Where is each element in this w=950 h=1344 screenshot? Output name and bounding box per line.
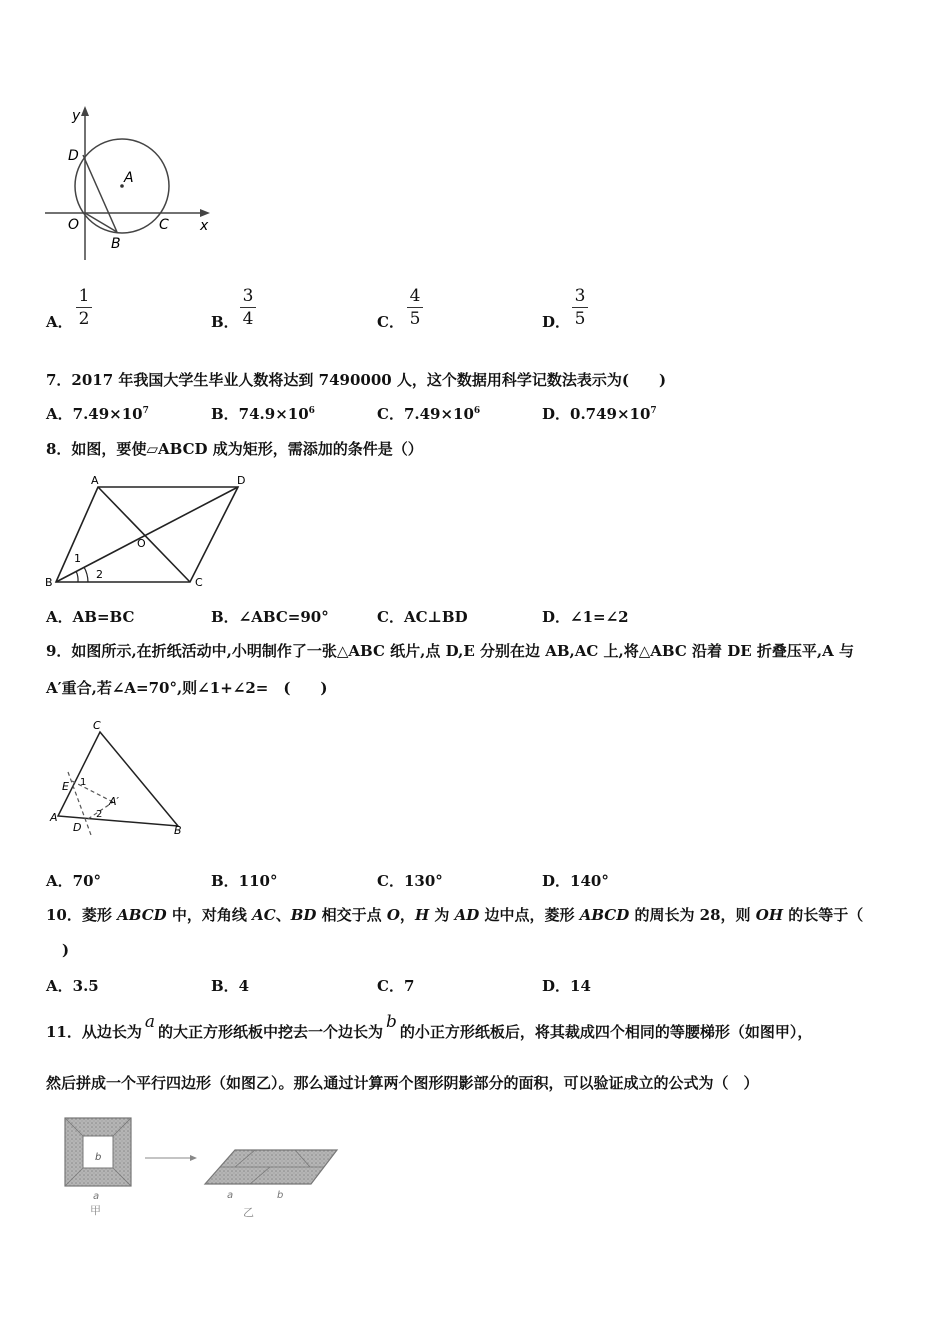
q10-option-d[interactable]: D．14	[542, 977, 591, 995]
denominator: 4	[242, 309, 254, 329]
numerator: 3	[242, 286, 254, 306]
var-AD: AD	[454, 906, 480, 924]
label-b: b	[95, 1152, 102, 1163]
label-C: C	[159, 217, 169, 233]
var-ABCD: ABCD	[117, 906, 167, 924]
exponent: 7	[650, 406, 657, 416]
q9-option-b[interactable]: B．110°	[211, 872, 278, 890]
circle-figure	[40, 100, 230, 270]
denominator: 5	[409, 309, 421, 329]
label-a: a	[93, 1191, 100, 1202]
q10-text: 相交于点	[316, 906, 387, 924]
option-letter: B．	[211, 313, 239, 331]
label-a2: a	[227, 1190, 234, 1201]
exponent: 7	[142, 406, 149, 416]
var-b: b	[386, 1012, 397, 1032]
q10-option-a[interactable]: A．3.5	[46, 977, 99, 995]
label-O: O	[68, 217, 80, 233]
label-A: A	[124, 170, 134, 186]
option-label: D．0.749×10	[542, 405, 651, 423]
fraction	[405, 286, 425, 329]
arrow-head	[190, 1155, 197, 1161]
label-C: C	[93, 719, 101, 732]
y-axis-arrow	[81, 106, 89, 116]
q9-line2: A′重合,若∠A=70°,则∠1+∠2= ( )	[46, 679, 328, 697]
q11-text: 11．从边长为	[46, 1023, 142, 1041]
fraction	[74, 286, 94, 329]
q10-text: 的周长为 28，则	[629, 906, 756, 924]
q9-option-c[interactable]: C．130°	[377, 872, 443, 890]
q7-option-a[interactable]	[46, 403, 149, 424]
label-yi: 乙	[243, 1206, 254, 1219]
label-angle-2: 2	[96, 568, 103, 581]
label-y: y	[72, 108, 81, 124]
var-OH: OH	[755, 906, 784, 924]
option-letter: C．	[377, 313, 404, 331]
q8-option-a[interactable]: A．AB=BC	[46, 608, 135, 626]
denominator: 5	[574, 309, 586, 329]
numerator: 4	[409, 286, 421, 306]
parallelogram-figure	[40, 470, 260, 595]
option-letter: D．	[542, 313, 571, 331]
q10-options	[46, 975, 906, 997]
fold-triangle-figure	[45, 715, 195, 840]
label-D: D	[237, 474, 246, 487]
q11-line2: 然后拼成一个平行四边形（如图乙）。那么通过计算两个图形阴影部分的面积，可以验证成立的公式为（ ）	[46, 1074, 759, 1092]
q6-options	[46, 286, 906, 334]
q10-text: 的长等于（	[783, 906, 864, 924]
label-D: D	[68, 148, 79, 164]
angle-arc-2	[84, 567, 88, 582]
exponent: 6	[308, 406, 315, 416]
q8-option-b[interactable]: B．∠ABC=90°	[211, 608, 329, 626]
option-label: A．7.49×10	[46, 405, 143, 423]
q8-options	[46, 606, 906, 628]
label-E: E	[62, 780, 69, 793]
q10-text: 边中点，菱形	[479, 906, 580, 924]
option-label: B．74.9×10	[211, 405, 309, 423]
label-A: A	[91, 474, 99, 487]
option-letter: A．	[46, 313, 73, 331]
numerator: 1	[78, 286, 90, 306]
q7-option-b[interactable]	[211, 403, 315, 424]
q10-text: ，	[399, 906, 415, 924]
var-O: O	[386, 906, 400, 924]
q7-option-d[interactable]	[542, 403, 657, 424]
triangle-ABC	[58, 732, 178, 826]
var-ABCD: ABCD	[579, 906, 630, 924]
var-BD: BD	[290, 906, 317, 924]
label-angle-2: 2	[96, 809, 103, 820]
q10-line2: )	[62, 941, 70, 959]
q8-option-d[interactable]: D．∠1=∠2	[542, 608, 629, 626]
q7-option-c[interactable]	[377, 403, 480, 424]
var-H: H	[414, 906, 430, 924]
diagonal-BD	[56, 487, 238, 582]
diagonal-AC	[98, 487, 190, 582]
option-label: C．7.49×10	[377, 405, 474, 423]
q10-line1	[46, 904, 863, 925]
angle-arc-1	[76, 571, 78, 582]
q10-text: 为	[429, 906, 455, 924]
label-O: O	[137, 537, 146, 550]
q9-option-a[interactable]: A．70°	[46, 872, 102, 890]
label-A-prime: A′	[109, 795, 120, 808]
label-x: x	[200, 218, 209, 234]
var-AC: AC	[252, 906, 276, 924]
label-angle-1: 1	[74, 552, 81, 565]
q8-text: 8．如图，要使▱ABCD 成为矩形，需添加的条件是（）	[46, 440, 423, 458]
denominator: 2	[78, 309, 90, 329]
label-B: B	[45, 576, 53, 589]
q9-options	[46, 870, 906, 892]
q9-line1: 9．如图所示,在折纸活动中,小明制作了一张△ABC 纸片,点 D,E 分别在边 AB,AC 上,将△ABC 沿着 DE 折叠压平,A 与	[46, 642, 855, 660]
q7-options	[46, 403, 906, 425]
numerator: 3	[574, 286, 586, 306]
q7-text: 7．2017 年我国大学生毕业人数将达到 7490000 人，这个数据用科学记数法表示为( )	[46, 371, 667, 389]
q8-option-c[interactable]: C．AC⊥BD	[377, 608, 468, 626]
var-a: a	[144, 1012, 156, 1032]
q9-option-d[interactable]: D．140°	[542, 872, 609, 890]
q10-option-c[interactable]: C．7	[377, 977, 415, 995]
segment-DB	[83, 155, 117, 232]
label-jia: 甲	[90, 1204, 101, 1217]
exponent: 6	[473, 406, 481, 416]
q10-text: 中，对角线	[166, 906, 253, 924]
label-A: A	[50, 811, 58, 824]
q11-text: 的大正方形纸板中挖去一个边长为	[158, 1023, 384, 1041]
label-B: B	[111, 236, 121, 252]
label-D: D	[73, 821, 82, 834]
q11-line1	[46, 1012, 813, 1042]
q10-option-b[interactable]: B．4	[211, 977, 250, 995]
label-b2: b	[277, 1190, 284, 1201]
label-B: B	[174, 824, 182, 837]
fraction	[238, 286, 258, 329]
q10-text: 、	[275, 906, 291, 924]
x-axis-arrow	[200, 209, 210, 217]
fraction	[570, 286, 590, 329]
label-angle-1: 1	[80, 777, 87, 788]
q10-text: 10．菱形	[46, 906, 118, 924]
label-C: C	[195, 576, 203, 589]
square-parallelogram-figure	[55, 1110, 355, 1225]
q11-text: 的小正方形纸板后，将其裁成四个相同的等腰梯形（如图甲），	[399, 1023, 813, 1041]
